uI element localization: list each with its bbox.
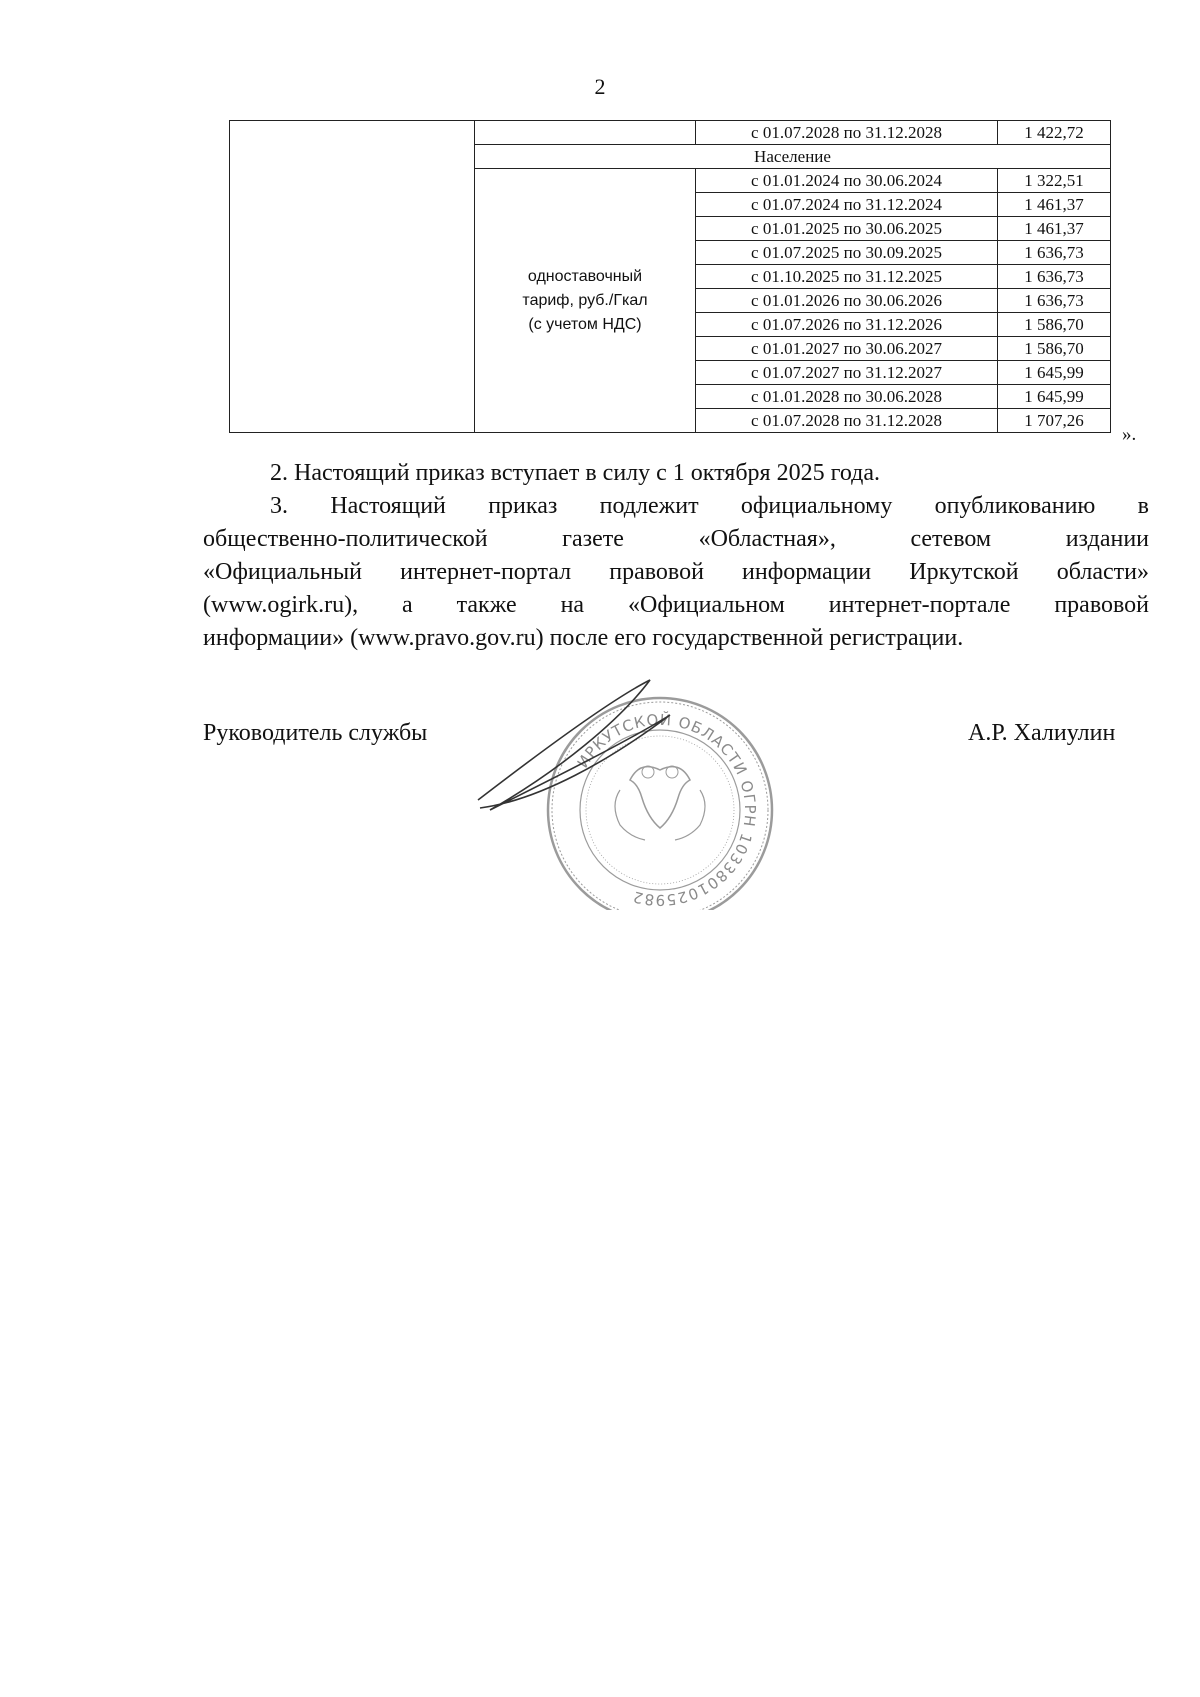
period-cell: с 01.07.2025 по 30.09.2025: [696, 241, 998, 265]
value-cell: 1 645,99: [998, 361, 1111, 385]
value-cell: 1 322,51: [998, 169, 1111, 193]
empty-cell: [475, 121, 696, 145]
period-cell: с 01.07.2028 по 31.12.2028: [696, 409, 998, 433]
value-cell: 1 422,72: [998, 121, 1111, 145]
value-cell: 1 636,73: [998, 241, 1111, 265]
value-cell: 1 461,37: [998, 193, 1111, 217]
value-cell: 1 636,73: [998, 265, 1111, 289]
period-cell: с 01.01.2024 по 30.06.2024: [696, 169, 998, 193]
period-cell: с 01.07.2027 по 31.12.2027: [696, 361, 998, 385]
seal-ring-text: ИРКУТСКОЙ ОБЛАСТИ ОГРН 1033801025982: [573, 710, 760, 910]
seal-stamp-image: [548, 698, 772, 910]
tariff-table: [229, 120, 1111, 433]
value-cell: 1 636,73: [998, 289, 1111, 313]
period-cell: с 01.07.2024 по 31.12.2024: [696, 193, 998, 217]
value-cell: 1 586,70: [998, 313, 1111, 337]
paragraph-3-line: 3. Настоящий приказ подлежит официальному опубликованию в: [270, 493, 1149, 519]
tariff-type-cell: [475, 169, 696, 433]
signature-title: Руководитель службы: [203, 720, 428, 746]
tariff-type-line: (с учетом НДС): [528, 315, 642, 333]
closing-quote: ».: [1122, 424, 1137, 445]
table-row: [230, 121, 1111, 145]
paragraph-3: [203, 490, 1149, 655]
official-seal: [470, 660, 830, 910]
value-cell: 1 461,37: [998, 217, 1111, 241]
period-cell: с 01.01.2028 по 30.06.2028: [696, 385, 998, 409]
period-cell: с 01.10.2025 по 31.12.2025: [696, 265, 998, 289]
period-cell: с 01.01.2026 по 30.06.2026: [696, 289, 998, 313]
section-header: Население: [475, 145, 1111, 169]
period-cell: с 01.07.2028 по 31.12.2028: [696, 121, 998, 145]
value-cell: 1 707,26: [998, 409, 1111, 433]
period-cell: с 01.01.2027 по 30.06.2027: [696, 337, 998, 361]
period-cell: с 01.01.2025 по 30.06.2025: [696, 217, 998, 241]
signature-name: А.Р. Халиулин: [968, 720, 1116, 746]
paragraph-3-line: «Официальный интернет-портал правовой информации Иркутской области»: [203, 559, 1149, 585]
tariff-type-line: одноставочный: [527, 267, 643, 285]
period-cell: с 01.07.2026 по 31.12.2026: [696, 313, 998, 337]
page-number: 2: [594, 74, 606, 99]
value-cell: 1 586,70: [998, 337, 1111, 361]
paragraph-2: 2. Настоящий приказ вступает в силу с 1 октября 2025 года.: [270, 460, 881, 486]
paragraph-3-line: информации» (www.pravo.gov.ru) после его государственной регистрации.: [203, 625, 964, 651]
paragraph-3-line: (www.ogirk.ru), а также на «Официальном интернет-портале правовой: [203, 592, 1149, 618]
paragraph-3-line: общественно-политической газете «Областная», сетевом издании: [203, 526, 1149, 552]
tariff-type-line: тариф, руб./Гкал: [522, 291, 648, 309]
value-cell: 1 645,99: [998, 385, 1111, 409]
empty-cell: [230, 121, 475, 433]
